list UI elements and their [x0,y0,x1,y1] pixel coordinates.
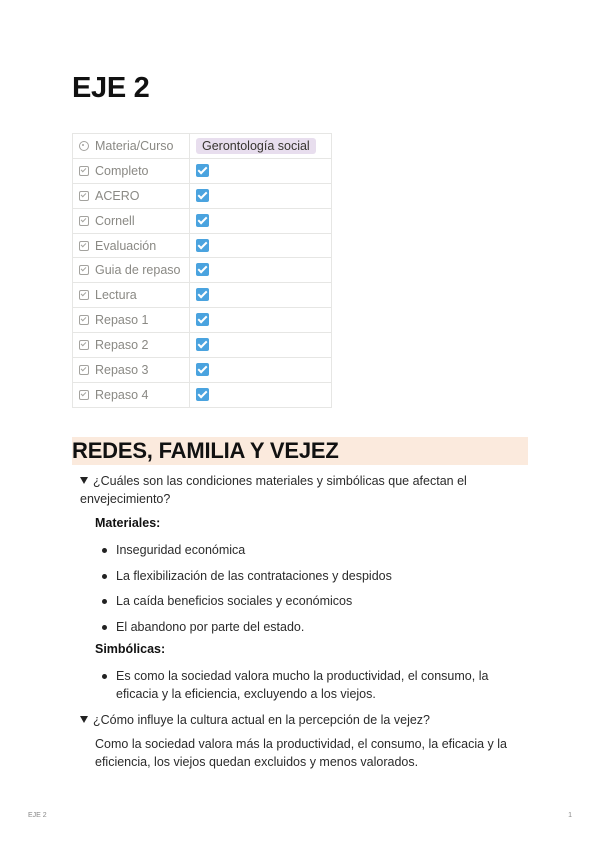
checked-checkbox[interactable] [196,239,209,252]
property-row [73,134,332,159]
property-value[interactable] [190,183,332,208]
toggle-triangle-icon[interactable] [80,477,88,484]
checkbox-property-icon [79,265,89,275]
property-row [73,308,332,333]
property-value[interactable] [190,134,332,159]
select-property-icon [79,141,89,151]
property-key [73,382,190,407]
property-key-label: Lectura [95,288,137,303]
property-value[interactable] [190,233,332,258]
properties-table [72,133,332,408]
checked-checkbox[interactable] [196,288,209,301]
property-value[interactable] [190,382,332,407]
checked-checkbox[interactable] [196,189,209,202]
property-key [73,134,190,159]
property-key-label: Repaso 4 [95,387,149,402]
property-row [73,258,332,283]
property-value[interactable] [190,283,332,308]
property-value[interactable] [190,208,332,233]
materiales-list [100,541,392,636]
toggle-question-1[interactable] [80,472,500,508]
property-value[interactable] [190,333,332,358]
property-key [73,308,190,333]
property-key-label: Repaso 1 [95,313,149,328]
page-title: EJE 2 [72,72,150,104]
checked-checkbox[interactable] [196,363,209,376]
list-item: Inseguridad económica [100,541,392,559]
footer-title: EJE 2 [28,812,47,819]
property-key [73,258,190,283]
property-key [73,183,190,208]
property-value[interactable] [190,358,332,383]
property-key-label: Guia de repaso [95,263,181,278]
checkbox-property-icon [79,241,89,251]
list-item: El abandono por parte del estado. [100,618,392,636]
property-value[interactable] [190,308,332,333]
property-value[interactable] [190,258,332,283]
property-key [73,283,190,308]
checked-checkbox[interactable] [196,263,209,276]
checkbox-property-icon [79,191,89,201]
list-item: La flexibilización de las contrataciones y despidos [100,567,392,585]
property-key-label: ACERO [95,188,140,203]
toggle-question-text: ¿Cómo influye la cultura actual en la percepción de la vejez? [93,713,430,727]
simbolicas-label: Simbólicas: [95,642,166,656]
checked-checkbox[interactable] [196,214,209,227]
property-key-label: Completo [95,163,149,178]
select-tag[interactable]: Gerontología social [196,138,316,154]
checkbox-property-icon [79,365,89,375]
property-key-label: Repaso 3 [95,362,149,377]
property-key-label: Cornell [95,213,135,228]
property-key [73,233,190,258]
toggle-answer: Como la sociedad valora más la productividad, el consumo, la eficacia y la eficiencia, los viejos quedan excluidos y menos valorados. [95,737,508,769]
property-key-label: Materia/Curso [95,138,174,153]
property-key-label: Evaluación [95,238,157,253]
checked-checkbox[interactable] [196,388,209,401]
property-row [73,333,332,358]
simbolicas-list [100,667,510,703]
toggle-question-2[interactable] [80,711,500,729]
list-item: La caída beneficios sociales y económicos [100,592,392,610]
property-key [73,358,190,383]
checked-checkbox[interactable] [196,164,209,177]
property-value[interactable] [190,158,332,183]
checked-checkbox[interactable] [196,313,209,326]
materiales-label: Materiales: [95,516,161,530]
property-row [73,208,332,233]
property-row [73,358,332,383]
property-row [73,233,332,258]
toggle-question-text: ¿Cuáles son las condiciones materiales y simbólicas que afectan el envejecimiento? [80,474,467,506]
checkbox-property-icon [79,290,89,300]
checked-checkbox[interactable] [196,338,209,351]
checkbox-property-icon [79,216,89,226]
property-row [73,283,332,308]
property-row [73,158,332,183]
list-item: Es como la sociedad valora mucho la productividad, el consumo, la eficacia y la eficiencia, excluyendo a los viejos. [100,667,510,703]
property-key-label: Repaso 2 [95,338,149,353]
page-number: 1 [568,812,572,819]
toggle-triangle-icon[interactable] [80,716,88,723]
checkbox-property-icon [79,340,89,350]
property-key [73,158,190,183]
property-row [73,382,332,407]
checkbox-property-icon [79,390,89,400]
property-key [73,208,190,233]
checkbox-property-icon [79,315,89,325]
property-row [73,183,332,208]
section-heading: REDES, FAMILIA Y VEJEZ [72,437,528,465]
checkbox-property-icon [79,166,89,176]
property-key [73,333,190,358]
